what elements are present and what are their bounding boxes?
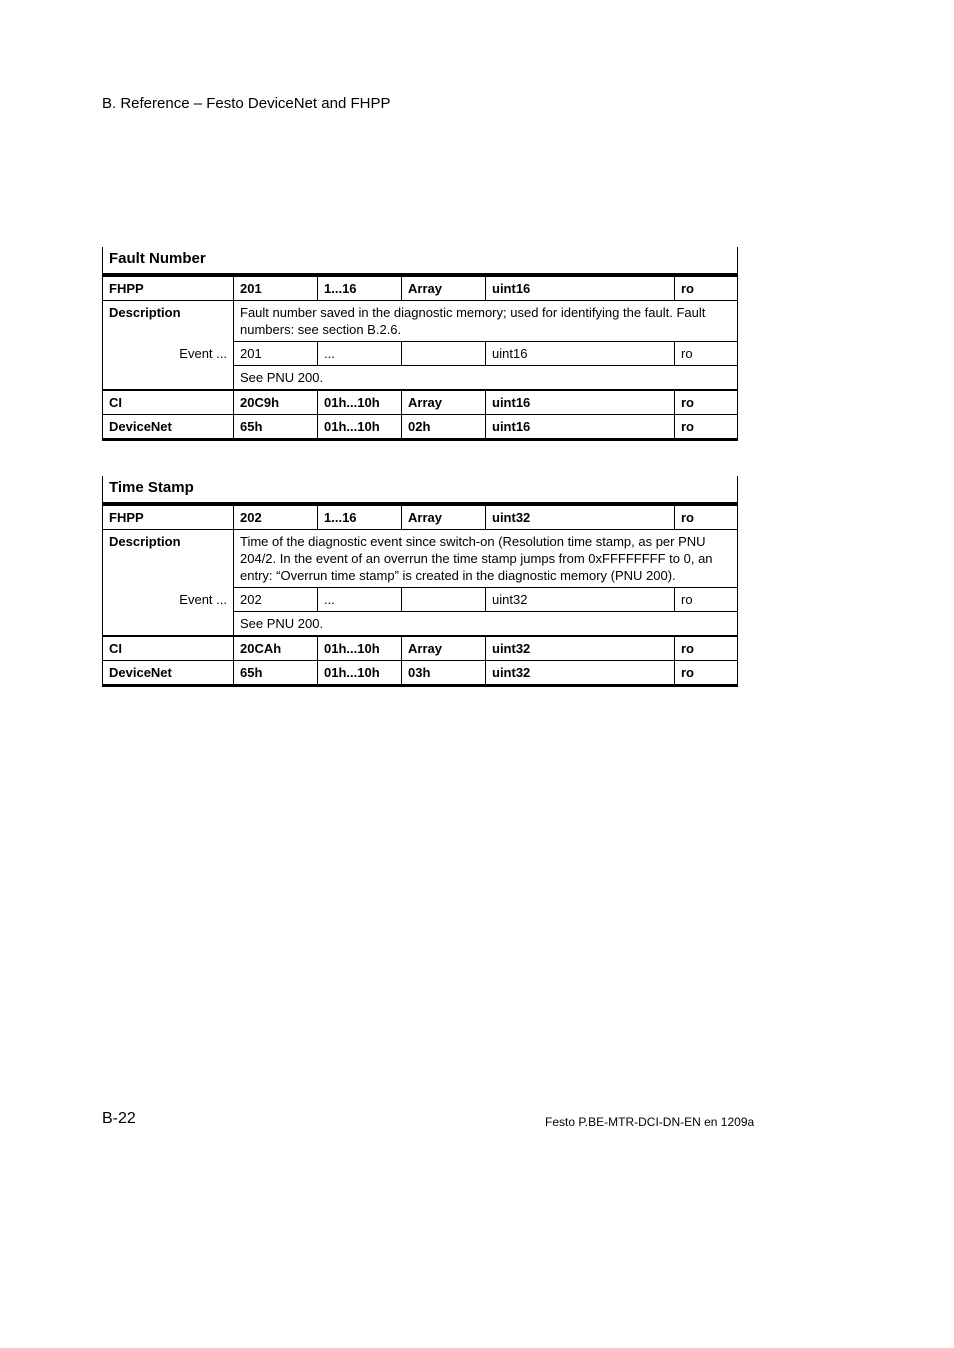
fhpp-type: uint32 xyxy=(486,504,675,530)
description-label: Description xyxy=(103,530,234,588)
ci-subindex: 01h...10h xyxy=(318,390,402,415)
fhpp-type: uint16 xyxy=(486,275,675,301)
fhpp-subindex: 1...16 xyxy=(318,504,402,530)
table-title: Fault Number xyxy=(103,247,738,275)
page-header: B. Reference – Festo DeviceNet and FHPP xyxy=(102,95,391,112)
ci-label: CI xyxy=(103,390,234,415)
event-label: Event ... xyxy=(103,342,234,366)
devicenet-attribute: 03h xyxy=(402,661,486,686)
devicenet-type: uint16 xyxy=(486,415,675,440)
ci-subindex: 01h...10h xyxy=(318,636,402,661)
event-access: ro xyxy=(675,342,738,366)
ci-index: 20C9h xyxy=(234,390,318,415)
event-access: ro xyxy=(675,588,738,612)
ci-type: uint32 xyxy=(486,636,675,661)
devicenet-label: DeviceNet xyxy=(103,415,234,440)
document-id: Festo P.BE-MTR-DCI-DN-EN en 1209a xyxy=(545,1115,755,1129)
devicenet-label: DeviceNet xyxy=(103,661,234,686)
event-label: Event ... xyxy=(103,588,234,612)
event-pnu: 202 xyxy=(234,588,318,612)
fhpp-label: FHPP xyxy=(103,504,234,530)
devicenet-instance: 01h...10h xyxy=(318,415,402,440)
fhpp-pnu: 202 xyxy=(234,504,318,530)
description-label: Description xyxy=(103,301,234,342)
devicenet-access: ro xyxy=(675,661,738,686)
fhpp-subindex: 1...16 xyxy=(318,275,402,301)
event-class xyxy=(402,342,486,366)
ci-type: uint16 xyxy=(486,390,675,415)
event-class xyxy=(402,588,486,612)
event-pnu: 201 xyxy=(234,342,318,366)
ci-access: ro xyxy=(675,636,738,661)
empty-cell xyxy=(103,366,234,391)
ci-label: CI xyxy=(103,636,234,661)
event-type: uint16 xyxy=(486,342,675,366)
event-subindex: ... xyxy=(318,588,402,612)
fhpp-class: Array xyxy=(402,275,486,301)
ci-access: ro xyxy=(675,390,738,415)
time-stamp-table xyxy=(102,476,737,687)
empty-cell xyxy=(103,612,234,637)
devicenet-class: 65h xyxy=(234,415,318,440)
ci-class: Array xyxy=(402,390,486,415)
fhpp-label: FHPP xyxy=(103,275,234,301)
devicenet-access: ro xyxy=(675,415,738,440)
fhpp-access: ro xyxy=(675,275,738,301)
fhpp-access: ro xyxy=(675,504,738,530)
fhpp-class: Array xyxy=(402,504,486,530)
devicenet-attribute: 02h xyxy=(402,415,486,440)
page-number: B-22 xyxy=(102,1110,136,1127)
event-subindex: ... xyxy=(318,342,402,366)
devicenet-class: 65h xyxy=(234,661,318,686)
devicenet-type: uint32 xyxy=(486,661,675,686)
devicenet-instance: 01h...10h xyxy=(318,661,402,686)
table-title: Time Stamp xyxy=(103,476,738,504)
see-reference: See PNU 200. xyxy=(234,612,738,637)
fault-number-table xyxy=(102,247,737,441)
ci-index: 20CAh xyxy=(234,636,318,661)
description-text: Fault number saved in the diagnostic memory; used for identifying the fault. Fault numbers: see section B.2.6. xyxy=(234,301,738,342)
ci-class: Array xyxy=(402,636,486,661)
description-text: Time of the diagnostic event since switch-on (Resolution time stamp, as per PNU 204/2. In the event of an overrun the time stamp jumps from 0xFFFFFFFF to 0, an entry: “Overrun time stamp” is created in the diagnostic memory (PNU 200). xyxy=(234,530,738,588)
event-type: uint32 xyxy=(486,588,675,612)
fhpp-pnu: 201 xyxy=(234,275,318,301)
see-reference: See PNU 200. xyxy=(234,366,738,391)
